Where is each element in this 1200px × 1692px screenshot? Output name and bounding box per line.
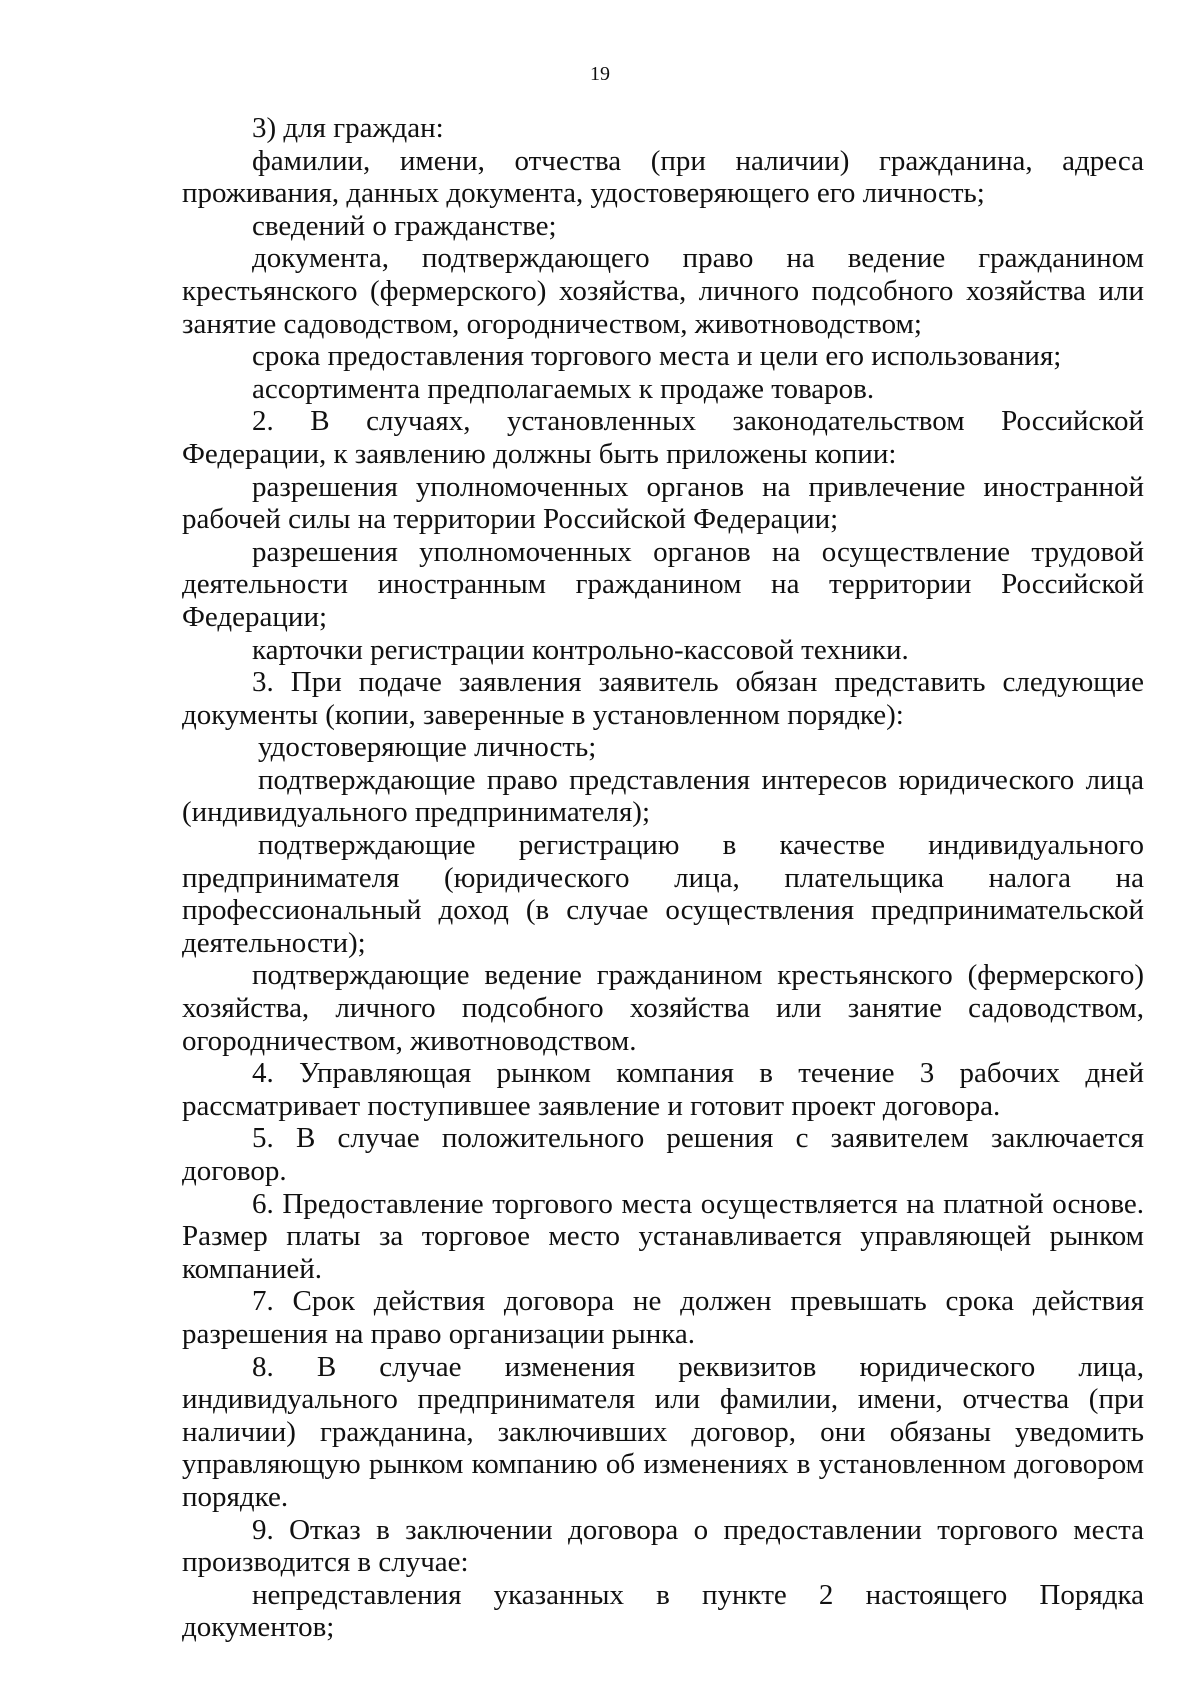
document-body — [182, 112, 1144, 1644]
paragraph: разрешения уполномоченных органов на привлечение иностранной рабочей силы на территории Российской Федерации; — [182, 470, 1144, 536]
paragraph: ассортимента предполагаемых к продаже товаров. — [252, 372, 875, 405]
paragraph: непредставления указанных в пункте 2 настоящего Порядка документов; — [182, 1578, 1144, 1644]
paragraph: 5. В случае положительного решения с заявителем заключается договор. — [182, 1122, 1144, 1187]
paragraph: 7. Срок действия договора не должен превышать срока действия разрешения на право организации рынка. — [182, 1285, 1144, 1350]
paragraph: удостоверяющие личность; — [258, 731, 597, 764]
paragraph: 9. Отказ в заключении договора о предоставлении торгового места производится в случае: — [182, 1513, 1144, 1579]
paragraph: подтверждающие ведение гражданином крестьянского (фермерского) хозяйства, личного подсобного хозяйства или занятие садоводством, огородничеством, животноводством. — [182, 959, 1144, 1057]
paragraph: 3) для граждан: — [252, 112, 444, 144]
paragraph: подтверждающие регистрацию в качестве индивидуального предпринимателя (юридического лица, плательщика налога на профессиональный доход (в случае осуществления предпринимательской деятельности); — [182, 829, 1144, 959]
paragraph: карточки регистрации контрольно-кассовой техники. — [252, 633, 909, 666]
paragraph: сведений о гражданстве; — [252, 209, 557, 242]
paragraph: 6. Предоставление торгового места осуществляется на платной основе. Размер платы за торговое место устанавливается управляющей рынком компанией. — [182, 1187, 1144, 1285]
paragraph: подтверждающие право представления интересов юридического лица (индивидуального предпринимателя); — [182, 763, 1144, 829]
paragraph: 3. При подаче заявления заявитель обязан представить следующие документы (копии, заверенные в установленном порядке): — [182, 666, 1144, 731]
paragraph: документа, подтверждающего право на ведение гражданином крестьянского (фермерского) хозяйства, личного подсобного хозяйства или занятие садоводством, огородничеством, животноводством; — [182, 242, 1144, 340]
paragraph: фамилии, имени, отчества (при наличии) гражданина, адреса проживания, данных документа, удостоверяющего его личность; — [182, 144, 1144, 210]
paragraph: 4. Управляющая рынком компания в течение 3 рабочих дней рассматривает поступившее заявление и готовит проект договора. — [182, 1057, 1144, 1122]
paragraph: срока предоставления торгового места и цели его использования; — [252, 340, 1062, 373]
paragraph: разрешения уполномоченных органов на осуществление трудовой деятельности иностранным гражданином на территории Российской Федерации; — [182, 535, 1144, 633]
page-number: 19 — [590, 63, 610, 85]
paragraph: 2. В случаях, установленных законодательством Российской Федерации, к заявлению должны быть приложены копии: — [182, 405, 1144, 470]
paragraph: 8. В случае изменения реквизитов юридического лица, индивидуального предпринимателя или фамилии, имени, отчества (при наличии) гражданина, заключивших договор, они обязаны уведомить управляющую рынком компанию об изменениях в установленном договором порядке. — [182, 1350, 1144, 1513]
